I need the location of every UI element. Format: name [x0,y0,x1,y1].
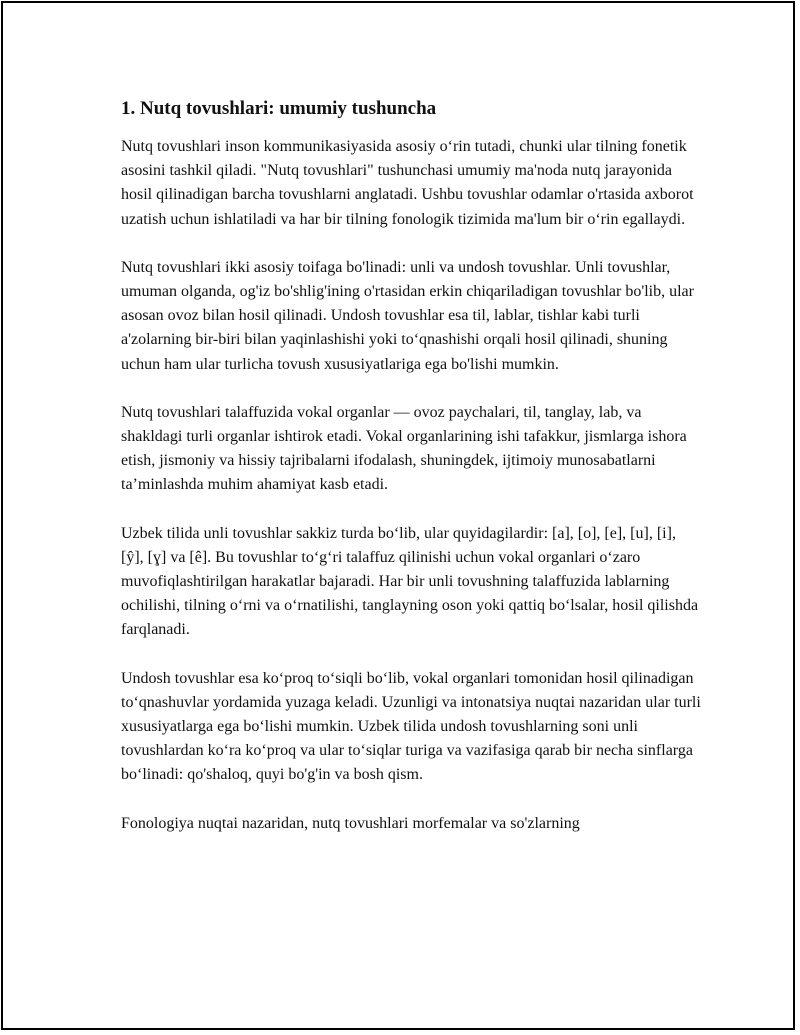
paragraph-2: Nutq tovushlari ikki asosiy toifaga bo'linadi: unli va undosh tovushlar. Unli tovushlar, umuman olganda, og'iz bo'shlig'ining o'rtasidan erkin chiqariladigan tovushlar bo'lib, ular asosan ovoz bilan hosil qilinadi. Undosh tovushlar esa til, lablar, tishlar kabi turli a'zolarning bir-biri bilan yaqinlashishi yoki toʻqnashishi orqali hosil qilinadi, shuning uchun ham ular turlicha tovush xususiyatlariga ega bo'lishi mumkin. [121,258,694,373]
paragraph-1: Nutq tovushlari inson kommunikasiyasida asosiy oʻrin tutadi, chunki ular tilning fonetik asosini tashkil qiladi. "Nutq tovushlari" tushunchasi umumiy ma'noda nutq jarayonida hosil qilinadigan barcha tovushlarni anglatadi. Ushbu tovushlar odamlar o'rtasida axborot uzatish uchun ishlatiladi va har bir tilning fonologik tizimida ma'lum bir oʻrin egallaydi. [121,138,694,228]
section-heading: 1. Nutq tovushlari: umumiy tushuncha [121,98,437,119]
paragraph-3: Nutq tovushlari talaffuzida vokal organlar — ovoz paychalari, til, tanglay, lab, va shakldagi turli organlar ishtirok etadi. Vokal organlarining ishi tafakkur, jismlarga ishora etish, jismoniy va hissiy tajribalarni ifodalash, shuningdek, ijtimoiy munosabatlarni ta’minlashda muhim ahamiyat kasb etadi. [121,403,687,494]
paragraph-5: Undosh tovushlar esa koʻproq toʻsiqli boʻlib, vokal organlari tomonidan hosil qilinadigan toʻqnashuvlar yordamida yuzaga keladi. Uzunligi va intonatsiya nuqtai nazaridan ular turli xususiyatlarga ega boʻlishi mumkin. Uzbek tilida undosh tovushlarning soni unli tovushlardan koʻra koʻproq va ular toʻsiqlar turiga va vazifasiga qarab bir necha sinflarga boʻlinadi: qo'shaloq, quyi bo'g'in va bosh qism. [121,669,701,784]
page [1,1,795,1030]
document-body [121,96,701,860]
paragraph-4: Uzbek tilida unli tovushlar sakkiz turda boʻlib, ular quyidagilardir: [a], [o], [e], [u], [i], [ŷ], [ɣ] va [ê]. Bu tovushlar toʻgʻri talaffuz qilinishi uchun vokal organlari oʻzaro muvofiqlashtirilgan harakatlar bajaradi. Har bir unli tovushning talaffuzida lablarning ochilishi, tilning oʻrni va oʻrnatilishi, tanglayning oson yoki qattiq boʻlsalar, hosil qilishda farqlanadi. [121,524,699,639]
paragraph-6: Fonologiya nuqtai nazaridan, nutq tovushlari morfemalar va so'zlarning [121,814,580,832]
